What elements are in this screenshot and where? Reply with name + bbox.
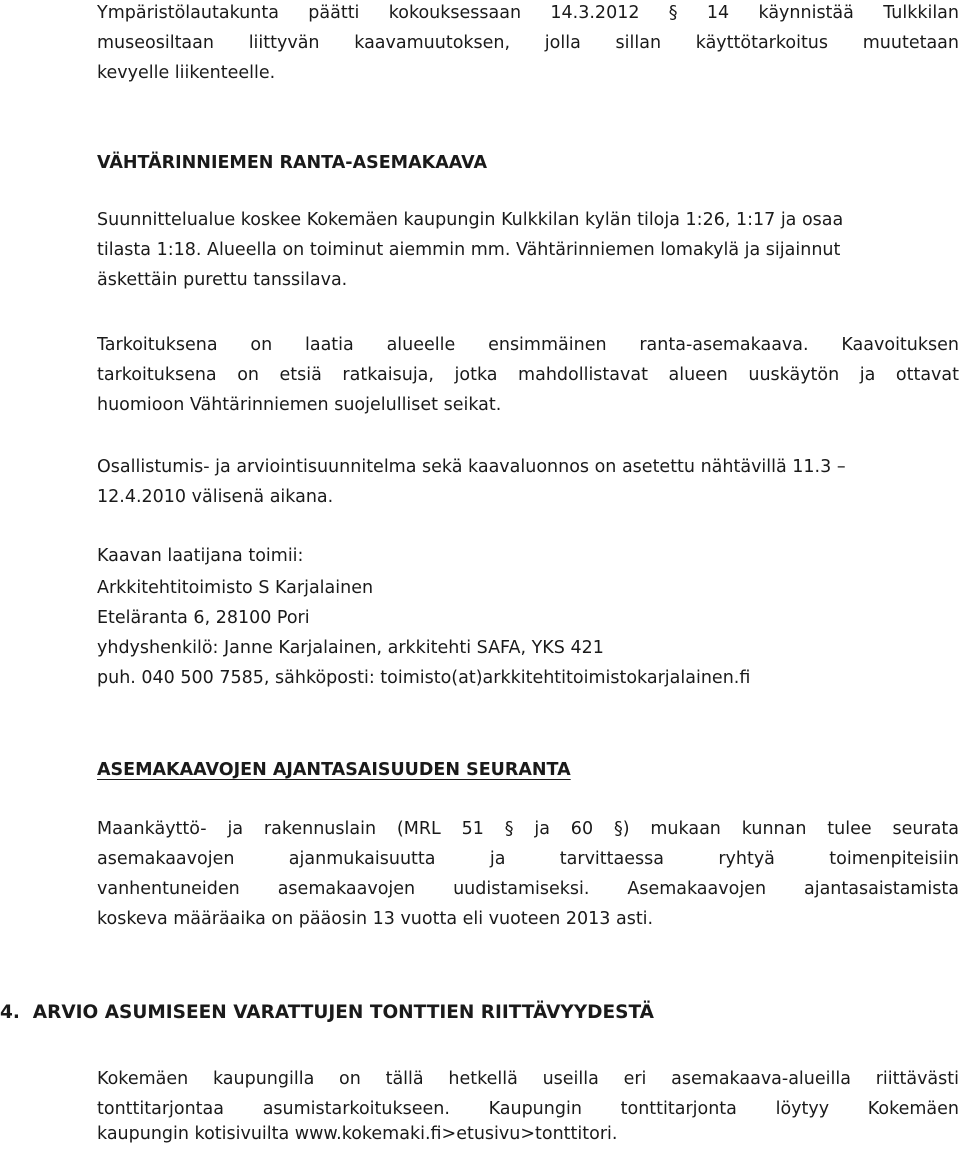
seuranta-line-4: koskeva määräaika on pääosin 13 vuotta eli vuoteen 2013 asti.	[97, 909, 654, 929]
contact-person: yhdyshenkilö: Janne Karjalainen, arkkitehti SAFA, YKS 421	[97, 638, 604, 658]
vahtarinniemi-p2-line-2: tarkoituksena on etsiä ratkaisuja, jotka mahdollistavat alueen uuskäytön ja ottavat	[97, 365, 959, 385]
seuranta-line-2: asemakaavojen ajanmukaisuutta ja tarvittaessa ryhtyä toimenpiteisiin	[97, 849, 959, 869]
vahtarinniemi-p3-line-1: Osallistumis- ja arviointisuunnitelma sekä kaavaluonnos on asetettu nähtävillä 11.3 –	[97, 457, 846, 477]
section-4-line-3: kaupungin kotisivuilta www.kokemaki.fi>etusivu>tonttitori.	[97, 1124, 618, 1144]
vahtarinniemi-heading: VÄHTÄRINNIEMEN RANTA-ASEMAKAAVA	[97, 153, 487, 173]
vahtarinniemi-p1-line-2: tilasta 1:18. Alueella on toiminut aiemmin mm. Vähtärinniemen lomakylä ja sijainnut	[97, 240, 841, 260]
intro-line-2: museosiltaan liittyvän kaavamuutoksen, jolla sillan käyttötarkoitus muutetaan	[97, 33, 959, 53]
intro-line-3: kevyelle liikenteelle.	[97, 63, 276, 83]
seuranta-line-1: Maankäyttö- ja rakennuslain (MRL 51 § ja 60 §) mukaan kunnan tulee seurata	[97, 819, 959, 839]
contact-phone-email: puh. 040 500 7585, sähköposti: toimisto(at)arkkitehtitoimistokarjalainen.fi	[97, 668, 751, 688]
vahtarinniemi-p1-line-1: Suunnittelualue koskee Kokemäen kaupungin Kulkkilan kylän tiloja 1:26, 1:17 ja osaa	[97, 210, 844, 230]
section-4-line-1: Kokemäen kaupungilla on tällä hetkellä useilla eri asemakaava-alueilla riittävästi	[97, 1069, 959, 1089]
intro-line-1: Ympäristölautakunta päätti kokouksessaan 14.3.2012 § 14 käynnistää Tulkkilan	[97, 3, 959, 23]
contact-address: Eteläranta 6, 28100 Pori	[97, 608, 310, 628]
contact-label: Kaavan laatijana toimii:	[97, 546, 304, 566]
seuranta-line-3: vanhentuneiden asemakaavojen uudistamiseksi. Asemakaavojen ajantasaistamista	[97, 879, 959, 899]
vahtarinniemi-p3-line-2: 12.4.2010 välisenä aikana.	[97, 487, 334, 507]
section-4-line-2: tonttitarjontaa asumistarkoitukseen. Kaupungin tonttitarjonta löytyy Kokemäen	[97, 1099, 959, 1119]
vahtarinniemi-p2-line-3: huomioon Vähtärinniemen suojelulliset seikat.	[97, 395, 502, 415]
section-4-title	[0, 998, 654, 1028]
vahtarinniemi-p1-line-3: äskettäin purettu tanssilava.	[97, 270, 348, 290]
seuranta-heading: ASEMAKAAVOJEN AJANTASAISUUDEN SEURANTA	[97, 760, 571, 780]
section-4-title-text: 4. ARVIO ASUMISEEN VARATTUJEN TONTTIEN RIITTÄVYYDESTÄ	[0, 1002, 654, 1023]
vahtarinniemi-p2-line-1: Tarkoituksena on laatia alueelle ensimmäinen ranta-asemakaava. Kaavoituksen	[97, 335, 959, 355]
contact-office: Arkkitehtitoimisto S Karjalainen	[97, 578, 374, 598]
